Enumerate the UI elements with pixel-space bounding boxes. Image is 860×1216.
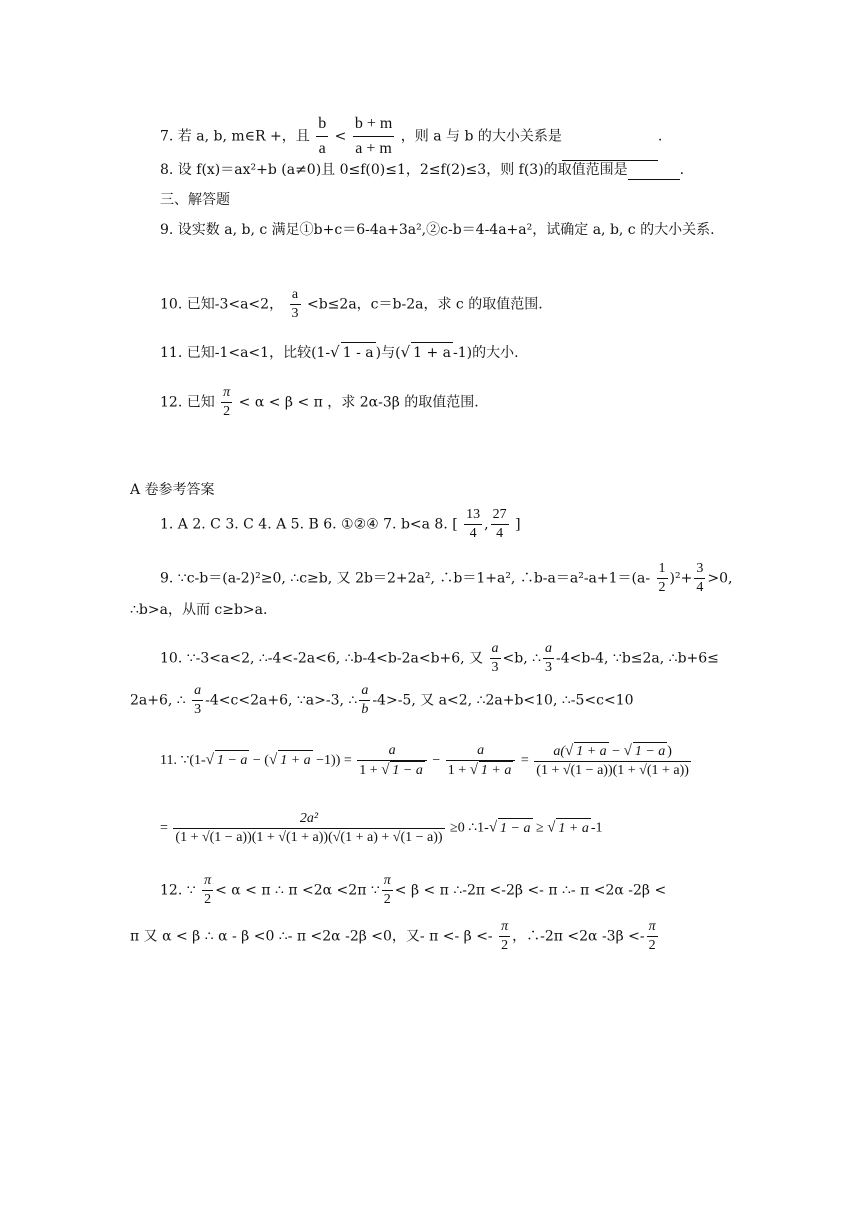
radical-icon: √ [381,762,390,778]
q10-post: <b≤2a，c＝b-2a，求 c 的取值范围. [306,296,543,313]
a12-post: < β < π ∴-2π <-2β <- π ∴- π <2α -2β < [394,882,667,899]
answer-blank[interactable] [628,179,680,180]
answer-10-line-2 [130,682,634,719]
frac-num: π [221,384,232,403]
sqrt-content: 1 − a [498,818,532,839]
q7-lt: < [334,128,347,145]
q11-mid: )与( [375,345,401,361]
a12-l2-pre: π 又 α < β ∴ α - β <0 ∴- π <2α -2β <0，又- π <- β <- [130,928,493,945]
fraction-bm-over-am [353,112,394,161]
a10-l2-mid: -4<c<2a+6, ∵a>-3, ∴ [205,692,358,709]
frac-den: 4 [469,526,477,541]
sqrt-content: 1 + a [576,744,607,759]
question-11 [160,342,519,363]
fraction-pi-2 [202,872,213,909]
frac-den: 3 [491,660,499,675]
a10-pre: 10. ∵-3<a<2, ∴-4<-2a<6, ∴b-4<b-2a<b+6, 又 [160,650,484,667]
fraction-pi-2 [382,872,393,909]
sqrt-content: 1 + a [411,342,453,363]
a9-pre: 9. ∵c-b＝(a-2)²≥0, ∴c≥b, 又 2b＝2+2a², ∴b＝1+a², ∴b-a＝a²-a+1＝(a- [160,570,651,587]
a1-close: ] [515,516,521,533]
a10-l2-post: -4>-5, 又 a<2, ∴2a+b<10, ∴-5<c<10 [372,692,634,709]
q7-text-post: ，则 a 与 b 的大小关系是 [400,128,562,145]
frac-den: (1 + √(1 − a))(1 + √(1 + a)) [536,763,689,778]
q7-text: 7. 若 a, b, m∈R +，且 [160,128,310,145]
frac-den: 3 [545,660,553,675]
frac-num: a [490,640,501,659]
a10-l2-pre: 2a+6, ∴ [130,692,186,709]
q12-pre: 12. 已知 [160,394,215,411]
question-8 [160,160,684,180]
frac-num: a [357,742,427,761]
frac-num: π [499,918,510,937]
frac-den: 4 [696,580,704,595]
a10-mid: <b, ∴ [502,650,542,667]
frac-den: 2 [383,892,391,907]
den-pre: 1 + [359,763,382,778]
frac-num: π [382,872,393,891]
fraction-pi-2 [647,918,658,955]
answers-title: A 卷参考答案 [130,482,215,498]
frac-den: 2 [658,580,666,595]
frac-den: 3 [291,306,299,321]
num-minus: − [608,744,624,759]
frac-num: a [359,682,370,701]
num-post: ) [667,744,672,759]
frac-num: π [647,918,658,937]
frac-den: (1 + √(1 − a))(1 + √(1 + a))(√(1 + a) + √(1 − a)) [175,830,443,845]
frac-num: 27 [491,506,509,525]
a12-mid: < α < π ∴ π <2α <2π ∵ [215,882,380,899]
radical-icon: √ [564,743,574,759]
frac-num: 3 [694,560,705,579]
fraction-a-b [359,682,370,719]
fraction-big [534,742,691,780]
radical-icon: √ [400,343,411,361]
frac-den: 2 [501,938,509,953]
frac-num: 2a² [173,810,444,829]
q8-text: 8. 设 f(x)＝ax²+b (a≠0)且 0≤f(0)≤1，2≤f(2)≤3，则 f(3)的取值范围是 [160,162,628,178]
sqrt-content: 1 + a [556,818,590,839]
fraction-3-4 [694,560,705,597]
a1-comma: , [484,516,489,533]
a1-text: 1. A 2. C 3. C 4. A 5. B 6. ①②④ 7. b<a 8. [ [160,516,458,533]
fraction-pi-2 [499,918,510,955]
a11-l2-eq: = [160,820,168,836]
frac-num: 1 [657,560,668,579]
fraction-a-over-1-sqrt [357,742,427,780]
fraction-a-3 [192,682,203,719]
radical-icon: √ [205,752,214,769]
section-3-title: 三、解答题 [160,192,230,208]
a12-pre: 12. ∵ [160,882,196,899]
frac-den: 3 [194,702,202,717]
question-10 [160,286,543,323]
radical-icon: √ [488,819,498,836]
a12-l2-mid: ，∴-2π <2α -3β <- [512,928,645,945]
a11-tail: -1 [590,820,603,836]
fraction-27-4 [491,506,509,543]
frac-den [357,761,427,780]
sqrt-content: 1 - a [341,342,376,363]
radical-icon: √ [330,343,340,361]
question-12 [160,384,479,421]
frac-num: a [192,682,203,701]
a11-minus: − [432,753,441,769]
answers-heading [130,480,215,500]
q7-end: . [657,128,663,145]
radical-icon: √ [469,762,478,778]
frac-num: 13 [464,506,482,525]
a9-mid: )²+ [669,570,693,587]
frac-num: b [316,112,328,137]
frac-den: 4 [496,526,504,541]
a11-pre: 11. ∵(1- [160,753,206,769]
frac-num: b + m [353,112,394,137]
q8-end: . [679,162,685,178]
radical-icon: √ [623,743,632,759]
fraction-a-over-1-sqrt [446,742,516,780]
q11-pre: 11. 已知-1<a<1，比较(1- [160,345,331,361]
a11-mid: − ( [249,753,269,769]
question-9 [160,220,715,240]
frac-num [534,742,691,762]
frac-den: 2 [204,892,212,907]
answer-10 [160,640,719,677]
q10-pre: 10. 已知-3<a<2， [160,296,284,313]
answer-9-line-2 [130,600,267,620]
frac-den: 2 [223,404,231,419]
answer-11-line-2 [160,810,603,847]
q11-post: -1)的大小. [453,345,519,361]
q12-post: < α < β < π ，求 2α-3β 的取值范围. [238,394,479,411]
fraction-13-4 [464,506,482,543]
q9-text: 9. 设实数 a, b, c 满足①b+c＝6-4a+3a²,②c-b＝4-4a+a²，试确定 a, b, c 的大小关系. [160,222,715,238]
radical-icon: √ [547,819,556,836]
a11-l2-post: ≥0 ∴1- [450,820,489,836]
sqrt-content: 1 − a [634,744,666,759]
answer-12-line-2 [130,918,660,955]
section-heading [160,190,230,210]
sqrt-content: 1 − a [392,763,423,778]
frac-den: 2 [648,938,656,953]
frac-num: π [202,872,213,891]
frac-den [446,761,516,780]
den-pre: 1 + [447,763,470,778]
radical-icon: √ [268,752,278,769]
a11-post: −1)) = [312,753,352,769]
fraction-b-over-a [316,112,328,161]
sqrt-content: 1 + a [480,763,512,778]
answer-1-8 [160,506,521,543]
answer-9 [160,560,732,597]
a11-ge: ≥ [532,820,548,836]
question-7 [160,112,662,161]
fraction-a-3 [490,640,501,677]
answer-11 [160,742,693,780]
fraction-a-3 [543,640,554,677]
a9-post: >0, [707,570,733,587]
fraction-pi-over-2 [221,384,232,421]
fraction-2a2 [173,810,444,847]
num-pre: a( [553,744,565,759]
a11-eq: = [520,753,529,769]
frac-den: a + m [355,140,392,157]
fraction-a-over-3 [290,286,301,323]
sqrt-content: 1 − a [215,750,249,771]
frac-num: a [290,286,301,305]
frac-den: b [361,702,369,717]
frac-num: a [446,742,516,761]
frac-num: a [543,640,554,659]
frac-den: a [318,140,326,157]
a10-post: -4<b-4, ∵b≤2a, ∴b+6≤ [556,650,719,667]
fraction-1-2 [657,560,668,597]
a9-line2: ∴b>a，从而 c≥b>a. [130,602,268,618]
sqrt-content: 1 + a [278,750,312,771]
answer-12 [160,872,666,909]
